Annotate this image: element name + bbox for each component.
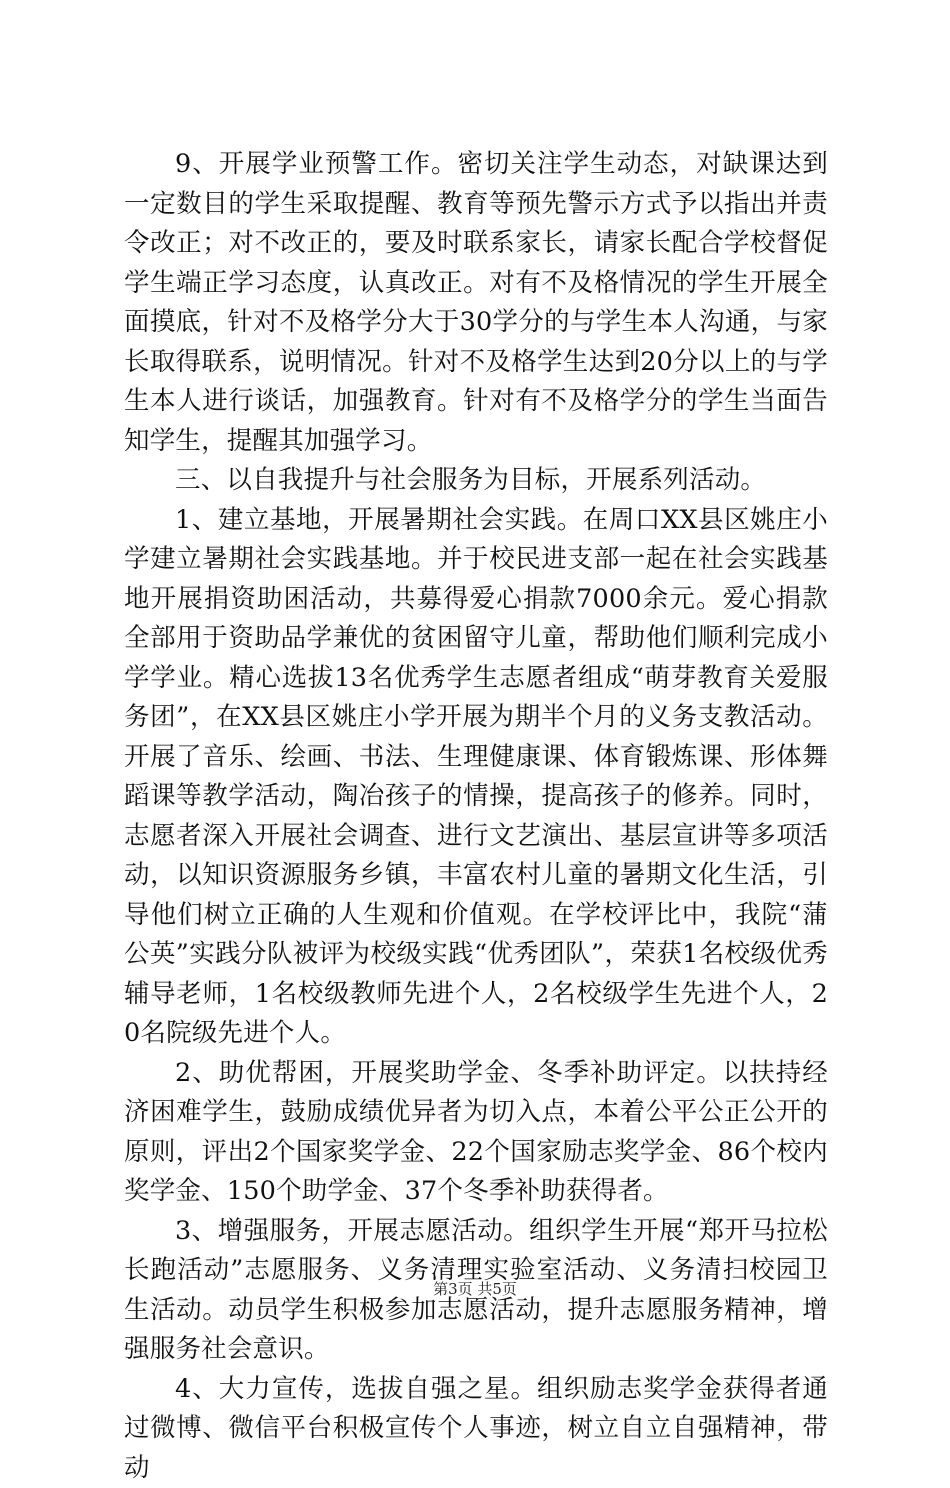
paragraph-academic-warning: 9、开展学业预警工作。密切关注学生动态，对缺课达到一定数目的学生采取提醒、教育等预先警示方式予以指出并责令改正；对不改正的，要及时联系家长，请家长配合学校督促学生端正学习态度，认真改正。对有不及格情况的学生开展全面摸底，针对不及格学分大于30学分的与学生本人沟通，与家长取得联系，说明情况。针对不及格学生达到20分以上的与学生本人进行谈话，加强教育。针对有不及格学分的学生当面告知学生，提醒其加强学习。	[124, 145, 828, 461]
paragraph-volunteer: 3、增强服务，开展志愿活动。组织学生开展“郑开马拉松长跑活动”志愿服务、义务清理实验室活动、义务清扫校园卫生活动。动员学生积极参加志愿活动，提升志愿服务精神，增强服务社会意识。	[124, 1212, 828, 1370]
page-number-footer: 第3页 共5页	[0, 1278, 950, 1299]
section-heading-activities: 三、以自我提升与社会服务为目标，开展系列活动。	[124, 461, 828, 501]
paragraph-publicity: 4、大力宣传，选拔自强之星。组织励志奖学金获得者通过微博、微信平台积极宣传个人事迹，树立自立自强精神，带动	[124, 1370, 828, 1488]
paragraph-scholarships: 2、助优帮困，开展奖助学金、冬季补助评定。以扶持经济困难学生，鼓励成绩优异者为切入点，本着公平公正公开的原则，评出2个国家奖学金、22个国家励志奖学金、86个校内奖学金、150个助学金、37个冬季补助获得者。	[124, 1054, 828, 1212]
paragraph-summer-practice: 1、建立基地，开展暑期社会实践。在周口XX县区姚庄小学建立暑期社会实践基地。并于校民进支部一起在社会实践基地开展捐资助困活动，共募得爱心捐款7000余元。爱心捐款全部用于资助品学兼优的贫困留守儿童，帮助他们顺利完成小学学业。精心选拔13名优秀学生志愿者组成“萌芽教育关爱服务团”，在XX县区姚庄小学开展为期半个月的义务支教活动。开展了音乐、绘画、书法、生理健康课、体育锻炼课、形体舞蹈课等教学活动，陶冶孩子的情操，提高孩子的修养。同时，志愿者深入开展社会调查、进行文艺演出、基层宣讲等多项活动，以知识资源服务乡镇，丰富农村儿童的暑期文化生活，引导他们树立正确的人生观和价值观。在学校评比中，我院“蒲公英”实践分队被评为校级实践“优秀团队”，荣获1名校级优秀辅导老师，1名校级教师先进个人，2名校级学生先进个人，20名院级先进个人。	[124, 501, 828, 1054]
